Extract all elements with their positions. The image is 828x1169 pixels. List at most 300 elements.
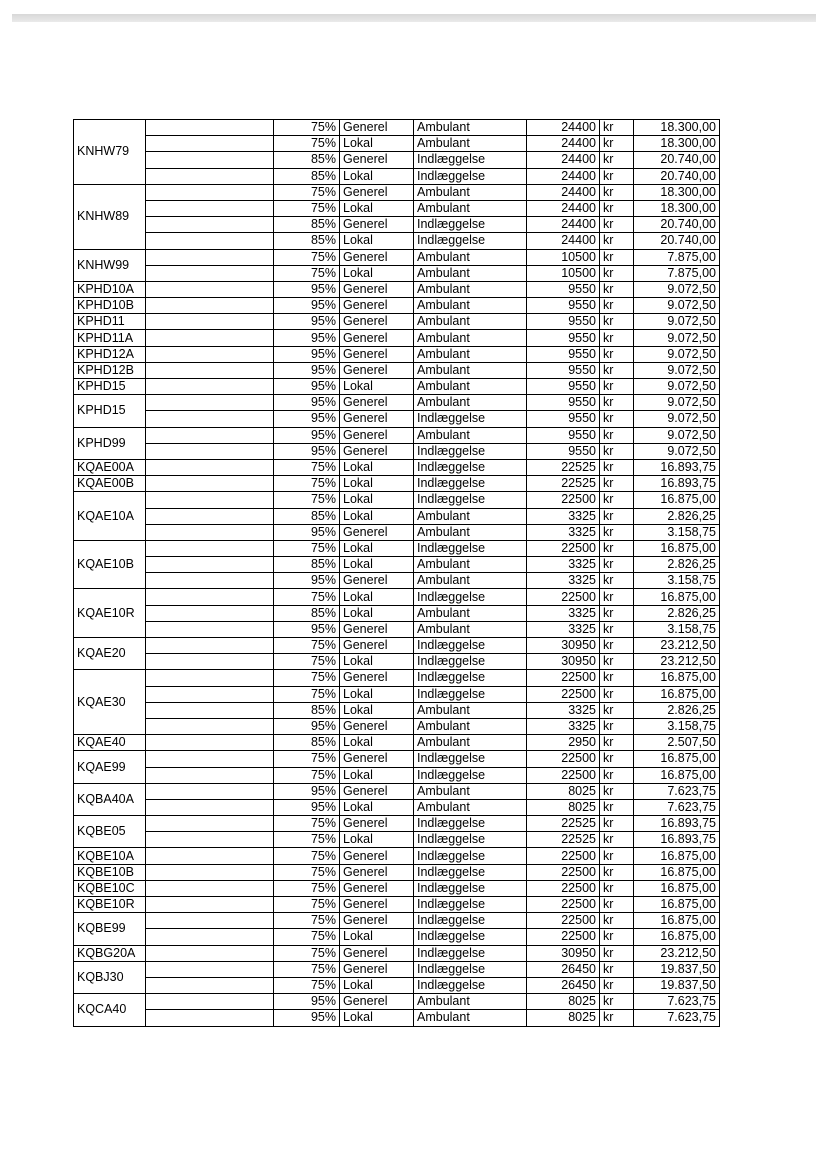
table-row: [74, 573, 720, 589]
type-cell: Ambulant: [414, 718, 527, 734]
value-cell: 19.837,50: [634, 977, 720, 993]
spacer-cell: [146, 136, 274, 152]
type-cell: Ambulant: [414, 799, 527, 815]
amount-cell: 9550: [527, 281, 600, 297]
percent-cell: 85%: [274, 168, 340, 184]
scope-cell: Lokal: [340, 540, 414, 556]
code-cell: KQAE20: [74, 638, 146, 670]
type-cell: Indlæggelse: [414, 686, 527, 702]
table-row: [74, 427, 720, 443]
currency-cell: kr: [600, 638, 634, 654]
value-cell: 7.623,75: [634, 799, 720, 815]
percent-cell: 75%: [274, 492, 340, 508]
currency-cell: kr: [600, 605, 634, 621]
code-cell: KQAE30: [74, 670, 146, 735]
table-row: [74, 314, 720, 330]
amount-cell: 26450: [527, 961, 600, 977]
type-cell: Ambulant: [414, 1010, 527, 1026]
table-row: [74, 524, 720, 540]
amount-cell: 9550: [527, 411, 600, 427]
scope-cell: Generel: [340, 330, 414, 346]
amount-cell: 22500: [527, 767, 600, 783]
spacer-cell: [146, 816, 274, 832]
currency-cell: kr: [600, 492, 634, 508]
value-cell: 9.072,50: [634, 443, 720, 459]
code-cell: KPHD12A: [74, 346, 146, 362]
type-cell: Ambulant: [414, 605, 527, 621]
type-cell: Indlæggelse: [414, 459, 527, 475]
type-cell: Indlæggelse: [414, 670, 527, 686]
type-cell: Ambulant: [414, 314, 527, 330]
scope-cell: Generel: [340, 314, 414, 330]
value-cell: 9.072,50: [634, 281, 720, 297]
scope-cell: Lokal: [340, 605, 414, 621]
percent-cell: 75%: [274, 265, 340, 281]
scope-cell: Generel: [340, 945, 414, 961]
currency-cell: kr: [600, 249, 634, 265]
type-cell: Ambulant: [414, 621, 527, 637]
scope-cell: Generel: [340, 298, 414, 314]
spacer-cell: [146, 621, 274, 637]
type-cell: Indlæggelse: [414, 443, 527, 459]
currency-cell: kr: [600, 848, 634, 864]
amount-cell: 2950: [527, 735, 600, 751]
currency-cell: kr: [600, 913, 634, 929]
table-row: [74, 735, 720, 751]
percent-cell: 95%: [274, 524, 340, 540]
amount-cell: 22500: [527, 540, 600, 556]
table-row: [74, 200, 720, 216]
spacer-cell: [146, 897, 274, 913]
currency-cell: kr: [600, 864, 634, 880]
percent-cell: 75%: [274, 767, 340, 783]
spacer-cell: [146, 427, 274, 443]
table-row: [74, 945, 720, 961]
percent-cell: 95%: [274, 314, 340, 330]
type-cell: Ambulant: [414, 573, 527, 589]
currency-cell: kr: [600, 362, 634, 378]
scope-cell: Generel: [340, 751, 414, 767]
table-row: [74, 897, 720, 913]
value-cell: 18.300,00: [634, 200, 720, 216]
type-cell: Ambulant: [414, 120, 527, 136]
percent-cell: 95%: [274, 346, 340, 362]
percent-cell: 75%: [274, 961, 340, 977]
value-cell: 2.826,25: [634, 557, 720, 573]
currency-cell: kr: [600, 281, 634, 297]
currency-cell: kr: [600, 298, 634, 314]
percent-cell: 95%: [274, 799, 340, 815]
currency-cell: kr: [600, 136, 634, 152]
table-row: [74, 961, 720, 977]
table-row: [74, 395, 720, 411]
amount-cell: 24400: [527, 152, 600, 168]
code-cell: KQAE10A: [74, 492, 146, 541]
percent-cell: 75%: [274, 880, 340, 896]
spacer-cell: [146, 508, 274, 524]
code-cell: KQBG20A: [74, 945, 146, 961]
value-cell: 9.072,50: [634, 330, 720, 346]
type-cell: Indlæggelse: [414, 654, 527, 670]
value-cell: 16.875,00: [634, 913, 720, 929]
scope-cell: Generel: [340, 783, 414, 799]
type-cell: Ambulant: [414, 200, 527, 216]
scope-cell: Generel: [340, 848, 414, 864]
value-cell: 7.623,75: [634, 994, 720, 1010]
currency-cell: kr: [600, 379, 634, 395]
type-cell: Indlæggelse: [414, 233, 527, 249]
type-cell: Indlæggelse: [414, 152, 527, 168]
spacer-cell: [146, 638, 274, 654]
scope-cell: Generel: [340, 994, 414, 1010]
currency-cell: kr: [600, 524, 634, 540]
spacer-cell: [146, 994, 274, 1010]
table-row: [74, 265, 720, 281]
scope-cell: Lokal: [340, 557, 414, 573]
currency-cell: kr: [600, 427, 634, 443]
scope-cell: Generel: [340, 362, 414, 378]
spacer-cell: [146, 848, 274, 864]
scope-cell: Lokal: [340, 767, 414, 783]
scope-cell: Lokal: [340, 508, 414, 524]
code-cell: KQAE99: [74, 751, 146, 783]
currency-cell: kr: [600, 621, 634, 637]
type-cell: Ambulant: [414, 136, 527, 152]
value-cell: 16.893,75: [634, 476, 720, 492]
table-row: [74, 621, 720, 637]
currency-cell: kr: [600, 411, 634, 427]
table-row: [74, 913, 720, 929]
scope-cell: Generel: [340, 395, 414, 411]
value-cell: 3.158,75: [634, 524, 720, 540]
code-cell: KQBE05: [74, 816, 146, 848]
type-cell: Indlæggelse: [414, 492, 527, 508]
type-cell: Indlæggelse: [414, 168, 527, 184]
table-row: [74, 476, 720, 492]
amount-cell: 9550: [527, 346, 600, 362]
scope-cell: Lokal: [340, 136, 414, 152]
currency-cell: kr: [600, 929, 634, 945]
scope-cell: Lokal: [340, 702, 414, 718]
spacer-cell: [146, 751, 274, 767]
value-cell: 16.875,00: [634, 864, 720, 880]
type-cell: Indlæggelse: [414, 816, 527, 832]
value-cell: 7.875,00: [634, 265, 720, 281]
amount-cell: 30950: [527, 638, 600, 654]
amount-cell: 9550: [527, 314, 600, 330]
spacer-cell: [146, 767, 274, 783]
scope-cell: Lokal: [340, 1010, 414, 1026]
scope-cell: Lokal: [340, 200, 414, 216]
spacer-cell: [146, 540, 274, 556]
amount-cell: 22500: [527, 589, 600, 605]
spacer-cell: [146, 573, 274, 589]
table-row: [74, 832, 720, 848]
amount-cell: 24400: [527, 120, 600, 136]
table-row: [74, 589, 720, 605]
scope-cell: Generel: [340, 897, 414, 913]
currency-cell: kr: [600, 994, 634, 1010]
type-cell: Ambulant: [414, 508, 527, 524]
spacer-cell: [146, 395, 274, 411]
currency-cell: kr: [600, 961, 634, 977]
table-row: [74, 443, 720, 459]
scope-cell: Lokal: [340, 589, 414, 605]
percent-cell: 75%: [274, 929, 340, 945]
amount-cell: 9550: [527, 443, 600, 459]
type-cell: Indlæggelse: [414, 751, 527, 767]
percent-cell: 85%: [274, 702, 340, 718]
percent-cell: 75%: [274, 184, 340, 200]
percent-cell: 95%: [274, 411, 340, 427]
value-cell: 2.507,50: [634, 735, 720, 751]
amount-cell: 22500: [527, 880, 600, 896]
amount-cell: 22525: [527, 832, 600, 848]
percent-cell: 95%: [274, 443, 340, 459]
amount-cell: 3325: [527, 557, 600, 573]
scope-cell: Lokal: [340, 929, 414, 945]
spacer-cell: [146, 298, 274, 314]
table-row: [74, 767, 720, 783]
currency-cell: kr: [600, 718, 634, 734]
table-row: [74, 411, 720, 427]
amount-cell: 22500: [527, 864, 600, 880]
scope-cell: Generel: [340, 217, 414, 233]
type-cell: Indlæggelse: [414, 540, 527, 556]
currency-cell: kr: [600, 557, 634, 573]
currency-cell: kr: [600, 217, 634, 233]
currency-cell: kr: [600, 702, 634, 718]
type-cell: Indlæggelse: [414, 961, 527, 977]
amount-cell: 30950: [527, 654, 600, 670]
amount-cell: 9550: [527, 379, 600, 395]
table-row: [74, 152, 720, 168]
rate-table: [73, 119, 720, 1027]
percent-cell: 95%: [274, 395, 340, 411]
spacer-cell: [146, 330, 274, 346]
scope-cell: Generel: [340, 411, 414, 427]
table-row: [74, 686, 720, 702]
scope-cell: Generel: [340, 249, 414, 265]
code-cell: KPHD11A: [74, 330, 146, 346]
currency-cell: kr: [600, 168, 634, 184]
currency-cell: kr: [600, 589, 634, 605]
percent-cell: 85%: [274, 735, 340, 751]
percent-cell: 85%: [274, 508, 340, 524]
spacer-cell: [146, 411, 274, 427]
value-cell: 3.158,75: [634, 573, 720, 589]
table-row: [74, 864, 720, 880]
table-row: [74, 249, 720, 265]
amount-cell: 8025: [527, 994, 600, 1010]
type-cell: Indlæggelse: [414, 864, 527, 880]
type-cell: Ambulant: [414, 265, 527, 281]
table-row: [74, 362, 720, 378]
spacer-cell: [146, 735, 274, 751]
scope-cell: Lokal: [340, 476, 414, 492]
percent-cell: 75%: [274, 864, 340, 880]
spacer-cell: [146, 1010, 274, 1026]
type-cell: Indlæggelse: [414, 217, 527, 233]
value-cell: 9.072,50: [634, 346, 720, 362]
amount-cell: 10500: [527, 265, 600, 281]
type-cell: Indlæggelse: [414, 848, 527, 864]
amount-cell: 24400: [527, 136, 600, 152]
value-cell: 16.875,00: [634, 751, 720, 767]
amount-cell: 24400: [527, 217, 600, 233]
table-row: [74, 1010, 720, 1026]
currency-cell: kr: [600, 233, 634, 249]
type-cell: Ambulant: [414, 249, 527, 265]
spacer-cell: [146, 961, 274, 977]
amount-cell: 22500: [527, 897, 600, 913]
table-row: [74, 492, 720, 508]
spacer-cell: [146, 880, 274, 896]
spacer-cell: [146, 233, 274, 249]
currency-cell: kr: [600, 832, 634, 848]
value-cell: 20.740,00: [634, 217, 720, 233]
spacer-cell: [146, 670, 274, 686]
table-row: [74, 557, 720, 573]
spacer-cell: [146, 314, 274, 330]
value-cell: 9.072,50: [634, 314, 720, 330]
scope-cell: Lokal: [340, 233, 414, 249]
percent-cell: 75%: [274, 589, 340, 605]
currency-cell: kr: [600, 977, 634, 993]
currency-cell: kr: [600, 735, 634, 751]
table-row: [74, 994, 720, 1010]
spacer-cell: [146, 557, 274, 573]
type-cell: Indlæggelse: [414, 913, 527, 929]
spacer-cell: [146, 718, 274, 734]
code-cell: KQAE00A: [74, 459, 146, 475]
code-cell: KQBA40A: [74, 783, 146, 815]
type-cell: Indlæggelse: [414, 638, 527, 654]
code-cell: KQBJ30: [74, 961, 146, 993]
code-cell: KPHD12B: [74, 362, 146, 378]
table-row: [74, 783, 720, 799]
value-cell: 3.158,75: [634, 621, 720, 637]
spacer-cell: [146, 524, 274, 540]
table-row: [74, 654, 720, 670]
spacer-cell: [146, 281, 274, 297]
table-row: [74, 670, 720, 686]
spacer-cell: [146, 346, 274, 362]
percent-cell: 75%: [274, 540, 340, 556]
currency-cell: kr: [600, 184, 634, 200]
scope-cell: Generel: [340, 621, 414, 637]
spacer-cell: [146, 200, 274, 216]
scope-cell: Lokal: [340, 735, 414, 751]
currency-cell: kr: [600, 443, 634, 459]
table-row: [74, 816, 720, 832]
type-cell: Ambulant: [414, 298, 527, 314]
table-row: [74, 330, 720, 346]
spacer-cell: [146, 783, 274, 799]
amount-cell: 22500: [527, 751, 600, 767]
scope-cell: Generel: [340, 346, 414, 362]
value-cell: 23.212,50: [634, 638, 720, 654]
percent-cell: 75%: [274, 654, 340, 670]
amount-cell: 22525: [527, 476, 600, 492]
scope-cell: Generel: [340, 864, 414, 880]
code-cell: KNHW99: [74, 249, 146, 281]
table-row: [74, 718, 720, 734]
type-cell: Indlæggelse: [414, 411, 527, 427]
value-cell: 16.875,00: [634, 589, 720, 605]
value-cell: 7.875,00: [634, 249, 720, 265]
currency-cell: kr: [600, 751, 634, 767]
currency-cell: kr: [600, 945, 634, 961]
scope-cell: Generel: [340, 427, 414, 443]
spacer-cell: [146, 184, 274, 200]
amount-cell: 30950: [527, 945, 600, 961]
type-cell: Indlæggelse: [414, 945, 527, 961]
type-cell: Ambulant: [414, 427, 527, 443]
code-cell: KPHD99: [74, 427, 146, 459]
value-cell: 16.893,75: [634, 816, 720, 832]
percent-cell: 75%: [274, 120, 340, 136]
value-cell: 16.875,00: [634, 929, 720, 945]
table-row: [74, 281, 720, 297]
value-cell: 9.072,50: [634, 298, 720, 314]
value-cell: 16.875,00: [634, 670, 720, 686]
table-row: [74, 540, 720, 556]
spacer-cell: [146, 443, 274, 459]
percent-cell: 75%: [274, 459, 340, 475]
type-cell: Ambulant: [414, 783, 527, 799]
spacer-cell: [146, 168, 274, 184]
type-cell: Indlæggelse: [414, 977, 527, 993]
scope-cell: Generel: [340, 913, 414, 929]
percent-cell: 95%: [274, 1010, 340, 1026]
type-cell: Ambulant: [414, 379, 527, 395]
value-cell: 9.072,50: [634, 379, 720, 395]
percent-cell: 85%: [274, 233, 340, 249]
scope-cell: Lokal: [340, 265, 414, 281]
scope-cell: Lokal: [340, 654, 414, 670]
table-row: [74, 120, 720, 136]
scope-cell: Generel: [340, 573, 414, 589]
percent-cell: 85%: [274, 217, 340, 233]
value-cell: 16.875,00: [634, 848, 720, 864]
spacer-cell: [146, 945, 274, 961]
type-cell: Ambulant: [414, 395, 527, 411]
percent-cell: 75%: [274, 751, 340, 767]
spacer-cell: [146, 265, 274, 281]
type-cell: Ambulant: [414, 994, 527, 1010]
spacer-cell: [146, 217, 274, 233]
currency-cell: kr: [600, 330, 634, 346]
scope-cell: Generel: [340, 718, 414, 734]
type-cell: Ambulant: [414, 330, 527, 346]
rate-table-body: [74, 120, 720, 1027]
amount-cell: 22500: [527, 670, 600, 686]
value-cell: 16.875,00: [634, 492, 720, 508]
amount-cell: 10500: [527, 249, 600, 265]
amount-cell: 22500: [527, 913, 600, 929]
percent-cell: 95%: [274, 718, 340, 734]
value-cell: 19.837,50: [634, 961, 720, 977]
code-cell: KQBE10A: [74, 848, 146, 864]
currency-cell: kr: [600, 654, 634, 670]
value-cell: 2.826,25: [634, 702, 720, 718]
code-cell: KPHD10B: [74, 298, 146, 314]
table-row: [74, 929, 720, 945]
scope-cell: Generel: [340, 670, 414, 686]
currency-cell: kr: [600, 314, 634, 330]
percent-cell: 75%: [274, 136, 340, 152]
